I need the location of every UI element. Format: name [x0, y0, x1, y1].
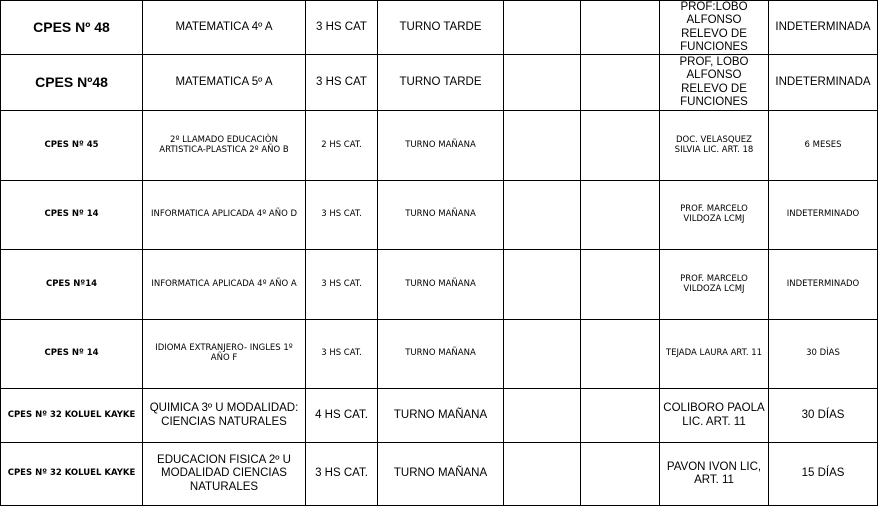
teacher-cell: PROF. MARCELO VILDOZA LCMJ [660, 181, 769, 250]
duration-cell: 6 MESES [769, 111, 878, 181]
subject-cell: 2º LLAMADO EDUCACIÒN ARTISTICA-PLASTICA 2º AÑO B [143, 111, 306, 181]
duration-cell: INDETERMINADA [769, 1, 878, 55]
subject-cell: MATEMATICA 4º A [143, 1, 306, 55]
duration-cell: 30 DÌAS [769, 320, 878, 389]
shift-cell: TURNO MAÑANA [378, 443, 504, 506]
duration-cell: INDETERMINADO [769, 250, 878, 320]
empty-cell [581, 320, 660, 389]
duration-cell: 30 DÍAS [769, 389, 878, 443]
school-cell: CPES Nº48 [1, 55, 143, 111]
teacher-cell: PROF:LOBO ALFONSO RELEVO DE FUNCIONES [660, 1, 769, 55]
empty-cell [504, 55, 581, 111]
school-cell: CPES Nº 14 [1, 320, 143, 389]
subject-cell: QUIMICA 3º U MODALIDAD: CIENCIAS NATURALES [143, 389, 306, 443]
school-cell: CPES Nº 45 [1, 111, 143, 181]
empty-cell [581, 181, 660, 250]
duration-cell: INDETERMINADO [769, 181, 878, 250]
subject-cell: MATEMATICA 5º A [143, 55, 306, 111]
table-row [1, 111, 878, 181]
teacher-cell: PROF. MARCELO VILDOZA LCMJ [660, 250, 769, 320]
table-row [1, 389, 878, 443]
table-row [1, 250, 878, 320]
teacher-cell: COLIBORO PAOLA LIC. ART. 11 [660, 389, 769, 443]
hours-cell: 3 HS CAT. [306, 320, 378, 389]
school-cell: CPES Nº14 [1, 250, 143, 320]
shift-cell: TURNO MAÑANA [378, 111, 504, 181]
hours-cell: 3 HS CAT. [306, 250, 378, 320]
shift-cell: TURNO TARDE [378, 55, 504, 111]
duration-cell: 15 DÍAS [769, 443, 878, 506]
teacher-cell: TEJADA LAURA ART. 11 [660, 320, 769, 389]
table-row [1, 1, 878, 55]
empty-cell [581, 55, 660, 111]
hours-cell: 3 HS CAT [306, 55, 378, 111]
empty-cell [581, 250, 660, 320]
shift-cell: TURNO MAÑANA [378, 389, 504, 443]
shift-cell: TURNO MAÑANA [378, 320, 504, 389]
empty-cell [581, 443, 660, 506]
empty-cell [504, 1, 581, 55]
school-cell: CPES Nº 14 [1, 181, 143, 250]
hours-cell: 4 HS CAT. [306, 389, 378, 443]
table-row [1, 443, 878, 506]
empty-cell [581, 389, 660, 443]
empty-cell [504, 250, 581, 320]
table-row [1, 320, 878, 389]
school-cell: CPES Nº 48 [1, 1, 143, 55]
subject-cell: INFORMATICA APLICADA 4º AÑO A [143, 250, 306, 320]
school-cell: CPES Nº 32 KOLUEL KAYKE [1, 389, 143, 443]
subject-cell: IDIOMA EXTRANJERO- INGLES 1º AÑO F [143, 320, 306, 389]
hours-cell: 3 HS CAT [306, 1, 378, 55]
table-row [1, 181, 878, 250]
empty-cell [504, 181, 581, 250]
subject-cell: EDUCACION FISICA 2º U MODALIDAD CIENCIAS NATURALES [143, 443, 306, 506]
empty-cell [504, 443, 581, 506]
empty-cell [504, 111, 581, 181]
empty-cell [581, 1, 660, 55]
duration-cell: INDETERMINADA [769, 55, 878, 111]
teacher-cell: PROF, LOBO ALFONSO RELEVO DE FUNCIONES [660, 55, 769, 111]
teacher-cell: DOC. VELASQUEZ SILVIA LIC. ART. 18 [660, 111, 769, 181]
empty-cell [581, 111, 660, 181]
shift-cell: TURNO TARDE [378, 1, 504, 55]
shift-cell: TURNO MAÑANA [378, 250, 504, 320]
subject-cell: INFORMATICA APLICADA 4º AÑO D [143, 181, 306, 250]
hours-cell: 3 HS CAT. [306, 181, 378, 250]
hours-cell: 3 HS CAT. [306, 443, 378, 506]
hours-cell: 2 HS CAT. [306, 111, 378, 181]
table-row [1, 55, 878, 111]
school-cell: CPES Nº 32 KOLUEL KAYKE [1, 443, 143, 506]
shift-cell: TURNO MAÑANA [378, 181, 504, 250]
teacher-cell: PAVON IVON LIC, ART. 11 [660, 443, 769, 506]
empty-cell [504, 389, 581, 443]
empty-cell [504, 320, 581, 389]
